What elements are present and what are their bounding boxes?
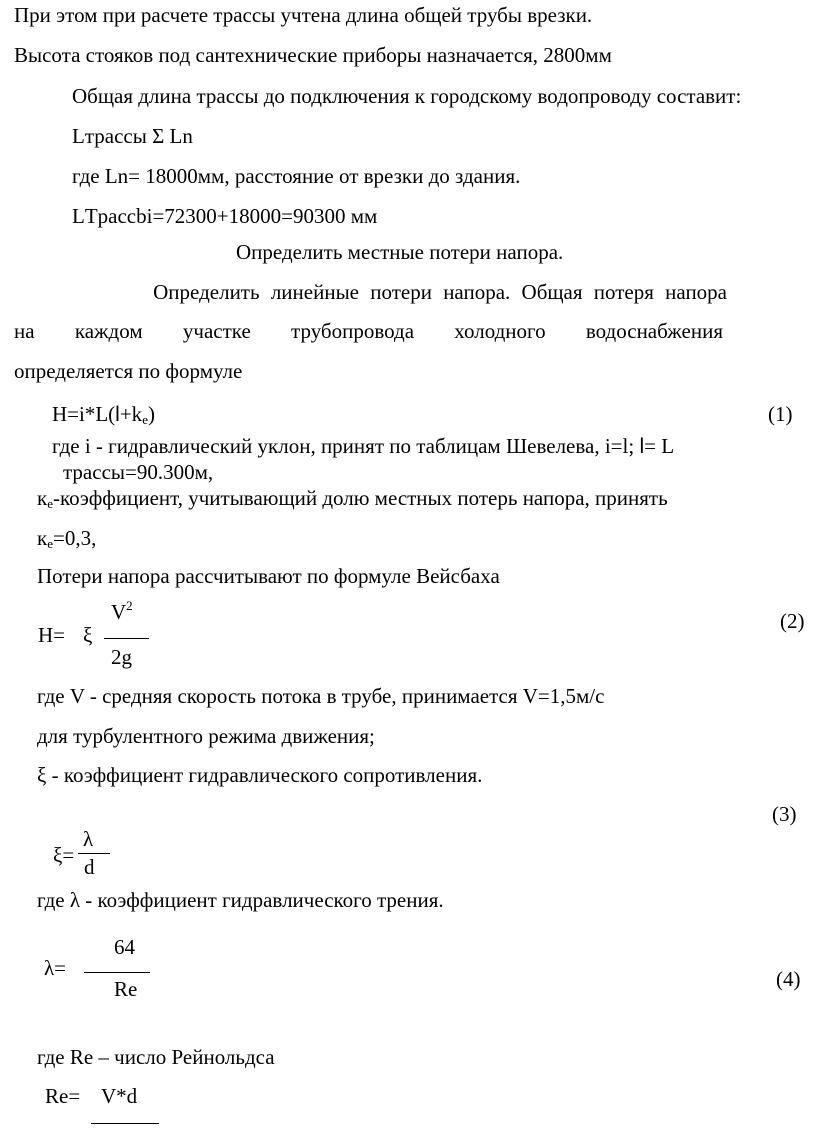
text-part: к	[37, 486, 48, 510]
formula-5-lhs: Re=	[45, 1084, 81, 1108]
formula-4-numerator: 64	[114, 935, 135, 959]
text-part: к	[37, 526, 48, 550]
text-line: Lтрассы Σ Ln	[72, 124, 193, 148]
paragraph-line	[14, 282, 727, 303]
formula-symbol-l: l	[115, 403, 120, 426]
text-part: = L	[644, 434, 675, 458]
formula-2-lhs: H=	[38, 623, 66, 647]
section-heading: Определить местные потери напора.	[236, 240, 564, 264]
word: на	[14, 319, 35, 343]
paragraph-justified-line	[14, 321, 723, 342]
formula-part: )	[147, 402, 155, 426]
text-part: где i - гидравлический уклон, принят по таблицам Шевелева, i=l;	[52, 434, 640, 458]
text-part: =0,3,	[52, 526, 97, 550]
word: участке	[182, 319, 251, 343]
paragraph-last-line: определяется по формуле	[14, 359, 243, 383]
text-line	[37, 488, 668, 509]
formula-number: (3)	[772, 802, 797, 826]
formula-3-denominator: d	[84, 855, 95, 879]
subscript: е	[47, 496, 53, 511]
text-line: где Re – число Рейнольдса	[37, 1045, 275, 1069]
formula-symbol-l: l	[639, 435, 645, 458]
word: холодного	[454, 319, 546, 343]
text-line: где Ln= 18000мм, расстояние от врезки до здания.	[72, 164, 521, 188]
text-line	[52, 436, 674, 457]
word: каждом	[74, 319, 143, 343]
fraction-bar	[78, 853, 110, 854]
formula-subscript: e	[142, 412, 148, 427]
text-line: где V - средняя скорость потока в трубе, принимается V=1,5м/с	[37, 684, 605, 708]
fraction-bar	[84, 972, 150, 973]
text-line: ξ - коэффициент гидравлического сопротивления.	[37, 763, 483, 787]
formula-4-denominator: Re	[114, 977, 138, 1001]
subscript: е	[47, 536, 53, 551]
text-line: Потери напора рассчитывают по формуле Вейсбаха	[37, 564, 500, 588]
text-line: трассы=90.300м,	[63, 460, 214, 484]
text-line: Высота стояков под сантехнические приборы назначается, 2800мм	[14, 43, 612, 67]
formula-2-denominator: 2g	[111, 645, 132, 669]
text-line: для турбулентного режима движения;	[37, 724, 375, 748]
text-line: Общая длина трассы до подключения к городскому водопроводу составит:	[72, 84, 742, 108]
text-line	[37, 528, 96, 549]
formula-part: +k	[119, 402, 143, 426]
superscript: 2	[126, 598, 133, 613]
text-part: -коэффициент, учитывающий долю местных потерь напора, принять	[52, 486, 668, 510]
fraction-bar	[104, 638, 149, 639]
formula-number: (2)	[780, 609, 805, 633]
text-line: LТpaccbi=72300+18000=90300 мм	[72, 204, 378, 228]
text-line: где λ - коэффициент гидравлического трения.	[37, 888, 444, 912]
formula-3-lhs: ξ=	[53, 843, 75, 867]
formula-number: (1)	[768, 402, 793, 426]
paragraph-first-line: Определить линейные потери напора. Общая потеря напора	[153, 280, 727, 304]
formula-1	[52, 404, 155, 425]
formula-5-numerator: V*d	[101, 1084, 138, 1108]
word: трубопровода	[291, 319, 415, 343]
formula-part: H=i*L(	[52, 402, 116, 426]
formula-part: V	[111, 600, 127, 624]
formula-3-numerator: λ	[83, 827, 94, 851]
formula-4-lhs: λ=	[44, 956, 67, 980]
formula-2-xi: ξ	[83, 623, 93, 647]
formula-number: (4)	[776, 967, 801, 991]
word: водоснабжения	[585, 319, 723, 343]
text-line: При этом при расчете трассы учтена длина общей трубы врезки.	[14, 3, 593, 27]
fraction-bar	[91, 1123, 159, 1124]
formula-2-numerator	[111, 598, 133, 624]
